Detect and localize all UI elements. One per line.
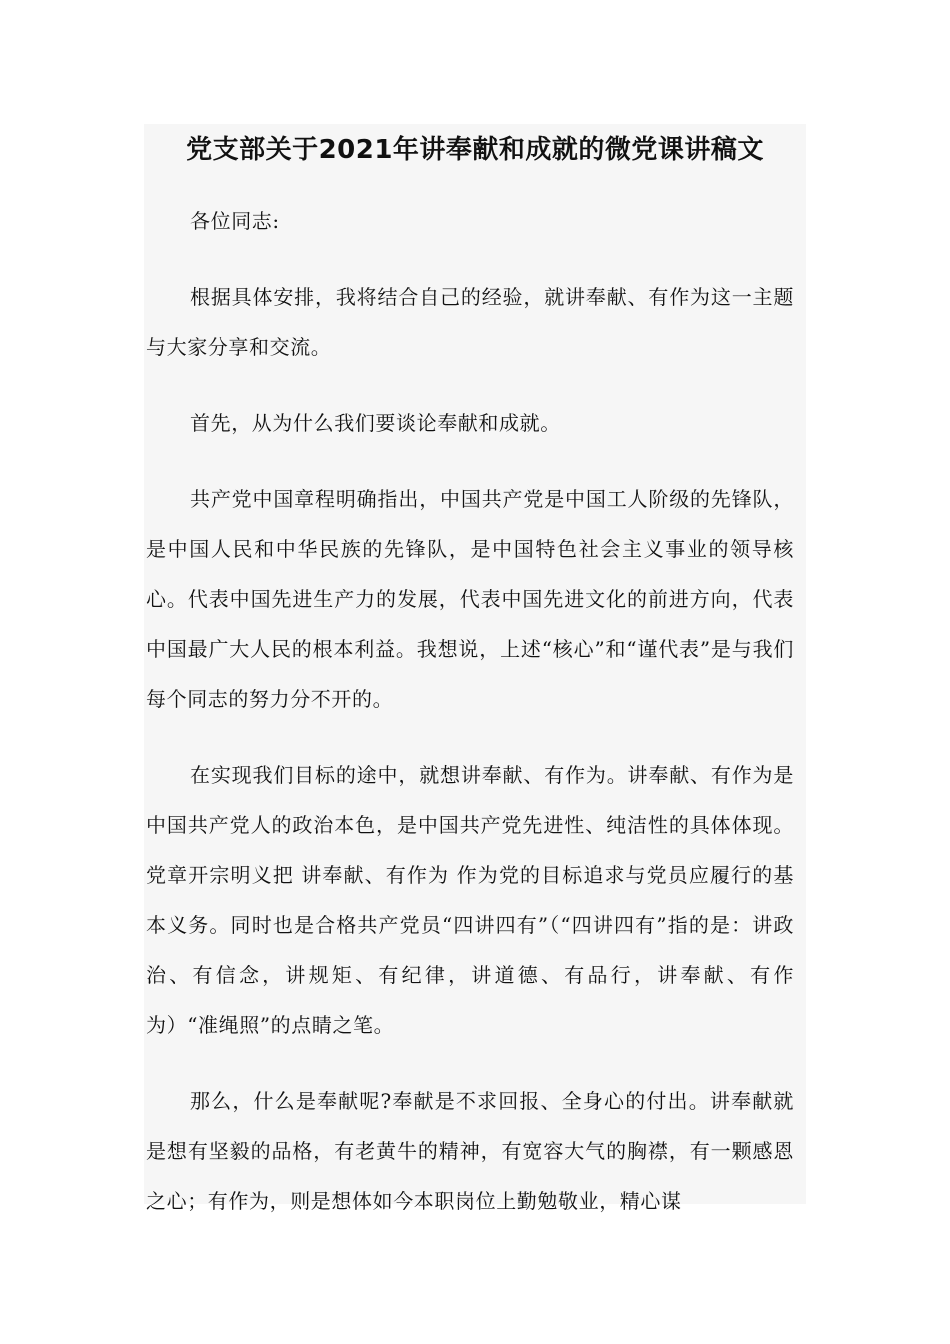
- paragraph-first: 首先，从为什么我们要谈论奉献和成就。: [190, 411, 561, 435]
- paragraph-goal: 在实现我们目标的途中，就想讲奉献、有作为。讲奉献、有作为是中国共产党人的政治本色，是中国共产党先进性、纯洁性的具体体现。党章开宗明义把 讲奉献、有作为 作为党的目标追求与党员应履行的基本义务。同时也是合格共产党员“四讲四有”（“四讲四有”指的是：讲政治、有信念，讲规矩、有纪律，讲道德、有品行，讲奉献、有作为）“准绳照”的点睛之笔。: [146, 763, 794, 1037]
- paragraph-charter: 共产党中国章程明确指出，中国共产党是中国工人阶级的先锋队，是中国人民和中华民族的先锋队，是中国特色社会主义事业的领导核心。代表中国先进生产力的发展，代表中国先进文化的前进方向，代表中国最广大人民的根本利益。我想说，上述“核心”和“谨代表”是与我们每个同志的努力分不开的。: [146, 487, 794, 711]
- paragraph-intro: 根据具体安排，我将结合自己的经验，就讲奉献、有作为这一主题与大家分享和交流。: [146, 285, 794, 359]
- document-body: [146, 196, 794, 1252]
- paragraph-salutation: 各位同志:: [190, 209, 280, 233]
- document-title: 党支部关于2021年讲奉献和成就的微党课讲稿文: [186, 135, 764, 165]
- paragraph-definition: 那么，什么是奉献呢?奉献是不求回报、全身心的付出。讲奉献就是想有坚毅的品格，有老黄牛的精神，有宽容大气的胸襟，有一颗感恩之心；有作为，则是想体如今本职岗位上勤勉敬业，精心谋: [146, 1089, 794, 1213]
